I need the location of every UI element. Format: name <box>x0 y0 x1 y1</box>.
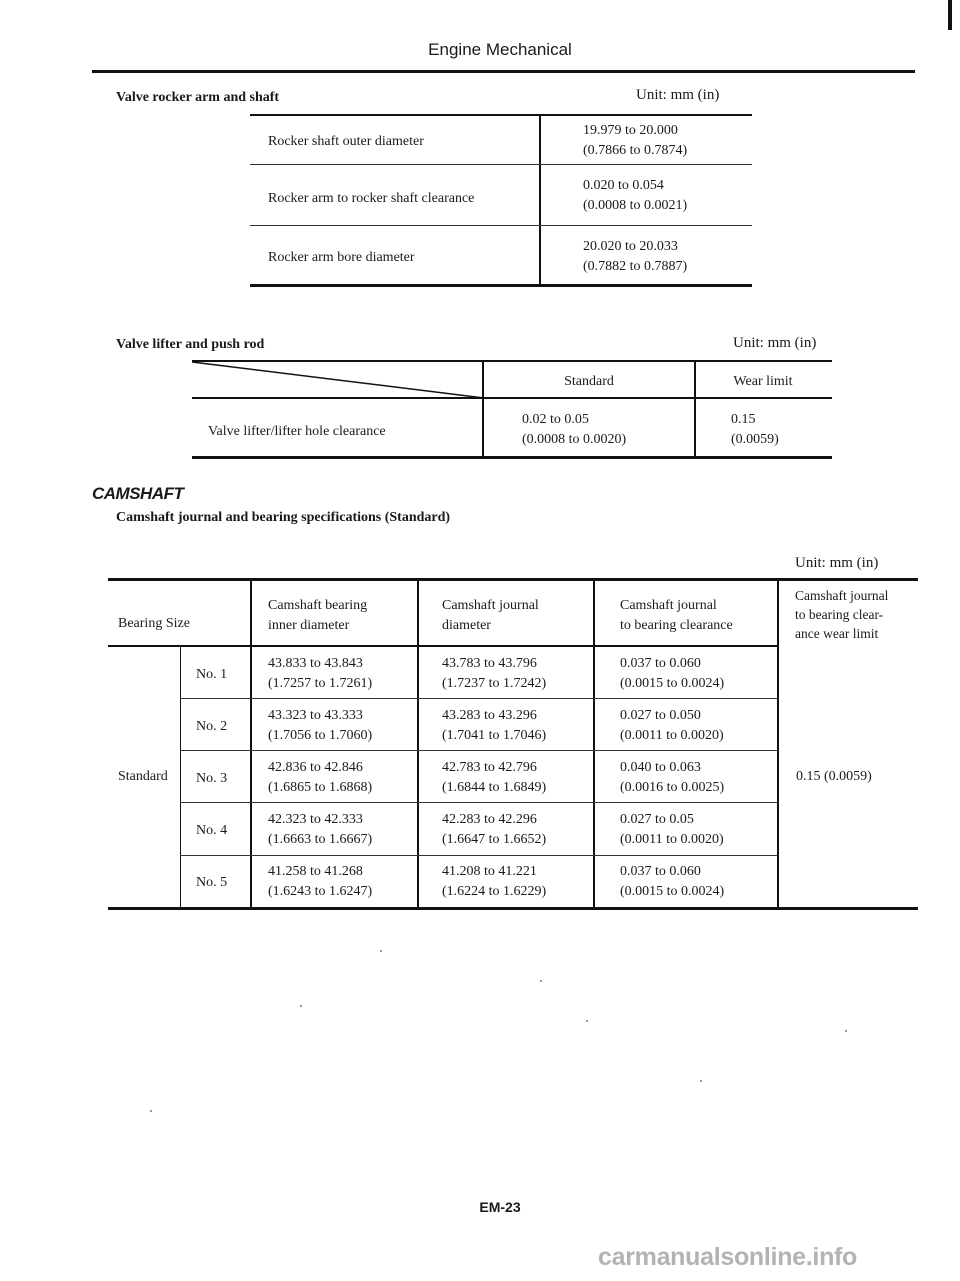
lifter-header-diagonal <box>192 360 484 400</box>
camshaft-col-divider <box>593 580 595 910</box>
page-edge-mark <box>948 0 952 30</box>
bearing-number: No. 4 <box>196 823 228 838</box>
bearing-inner-value: 42.323 to 42.333 (1.6663 to 1.6667) <box>268 812 373 847</box>
journal-diameter-value: 41.208 to 41.221 (1.6224 to 1.6229) <box>442 864 547 899</box>
rocker-row-divider <box>250 225 752 226</box>
standard-label: Standard <box>118 769 168 784</box>
page-title: Engine Mechanical <box>428 40 572 59</box>
camshaft-table-top <box>108 578 918 581</box>
camshaft-col-divider <box>250 580 252 910</box>
camshaft-subheading: Camshaft journal and bearing specifications (Standard) <box>116 510 451 525</box>
camshaft-row-divider <box>180 802 777 803</box>
rocker-table-bottom <box>250 284 752 287</box>
scan-speck <box>300 1005 302 1007</box>
bearing-number: No. 3 <box>196 771 228 786</box>
rocker-unit: Unit: mm (in) <box>636 87 720 103</box>
header-bearing-inner: Camshaft bearing inner diameter <box>268 598 368 633</box>
clearance-value: 0.040 to 0.063 (0.0016 to 0.0025) <box>620 760 725 795</box>
scan-speck <box>586 1020 588 1022</box>
bearing-inner-value: 43.833 to 43.843 (1.7257 to 1.7261) <box>268 656 373 691</box>
lifter-standard-value: 0.02 to 0.05 (0.0008 to 0.0020) <box>522 412 627 447</box>
page-number: EM-23 <box>479 1199 521 1215</box>
rocker-row-label: Rocker shaft outer diameter <box>268 134 424 149</box>
camshaft-row-divider <box>180 750 777 751</box>
scan-speck <box>700 1080 702 1082</box>
bearing-inner-value: 43.323 to 43.333 (1.7056 to 1.7060) <box>268 708 373 743</box>
header-bearing-size: Bearing Size <box>118 616 190 631</box>
clearance-value: 0.027 to 0.050 (0.0011 to 0.0020) <box>620 708 724 743</box>
bearing-inner-value: 41.258 to 41.268 (1.6243 to 1.6247) <box>268 864 373 899</box>
camshaft-col-divider <box>180 646 181 910</box>
journal-diameter-value: 43.283 to 43.296 (1.7041 to 1.7046) <box>442 708 547 743</box>
rocker-row-value: 19.979 to 20.000 (0.7866 to 0.7874) <box>583 123 688 158</box>
camshaft-row-divider <box>180 855 777 856</box>
lifter-row-label: Valve lifter/lifter hole clearance <box>208 424 386 439</box>
bearing-number: No. 5 <box>196 875 228 890</box>
section-title: CAMSHAFT <box>92 484 184 503</box>
bearing-number: No. 2 <box>196 719 228 734</box>
lifter-wear-value: 0.15 (0.0059) <box>731 412 779 447</box>
lifter-table-bottom <box>192 456 832 459</box>
bearing-inner-value: 42.836 to 42.846 (1.6865 to 1.6868) <box>268 760 373 795</box>
rocker-row-value: 20.020 to 20.033 (0.7882 to 0.7887) <box>583 239 688 274</box>
header-journal-diameter: Camshaft journal diameter <box>442 598 539 633</box>
clearance-value: 0.037 to 0.060 (0.0015 to 0.0024) <box>620 656 725 691</box>
lifter-header-rule <box>192 397 832 399</box>
header-clearance: Camshaft journal to bearing clearance <box>620 598 733 633</box>
scan-speck <box>540 980 542 982</box>
clearance-value: 0.037 to 0.060 (0.0015 to 0.0024) <box>620 864 725 899</box>
camshaft-table-bottom <box>108 907 918 910</box>
lifter-unit: Unit: mm (in) <box>733 335 817 351</box>
journal-diameter-value: 42.283 to 42.296 (1.6647 to 1.6652) <box>442 812 547 847</box>
camshaft-unit: Unit: mm (in) <box>795 555 879 571</box>
lifter-heading: Valve lifter and push rod <box>116 337 265 352</box>
scan-speck <box>150 1110 152 1112</box>
watermark: carmanualsonline.info <box>598 1243 858 1271</box>
rocker-row-label: Rocker arm bore diameter <box>268 250 415 265</box>
lifter-col-standard: Standard <box>564 374 614 389</box>
rocker-row-divider <box>250 164 752 165</box>
rocker-table-top <box>250 114 752 116</box>
camshaft-col-divider <box>777 580 779 910</box>
journal-diameter-value: 42.783 to 42.796 (1.6844 to 1.6849) <box>442 760 547 795</box>
bearing-number: No. 1 <box>196 667 228 682</box>
scan-speck <box>845 1030 847 1032</box>
camshaft-header-rule <box>108 645 777 647</box>
rocker-row-value: 0.020 to 0.054 (0.0008 to 0.0021) <box>583 178 688 213</box>
camshaft-row-divider <box>180 698 777 699</box>
header-rule <box>92 70 915 73</box>
wear-limit-value: 0.15 (0.0059) <box>796 769 872 784</box>
rocker-col-divider <box>539 114 541 286</box>
lifter-col-wear: Wear limit <box>733 374 793 389</box>
scan-speck <box>380 950 382 952</box>
camshaft-col-divider <box>417 580 419 910</box>
rocker-heading: Valve rocker arm and shaft <box>116 90 280 105</box>
header-wear-limit: Camshaft journal to bearing clear- ance wear limit <box>795 588 889 641</box>
journal-diameter-value: 43.783 to 43.796 (1.7237 to 1.7242) <box>442 656 547 691</box>
rocker-row-label: Rocker arm to rocker shaft clearance <box>268 191 475 206</box>
clearance-value: 0.027 to 0.05 (0.0011 to 0.0020) <box>620 812 724 847</box>
